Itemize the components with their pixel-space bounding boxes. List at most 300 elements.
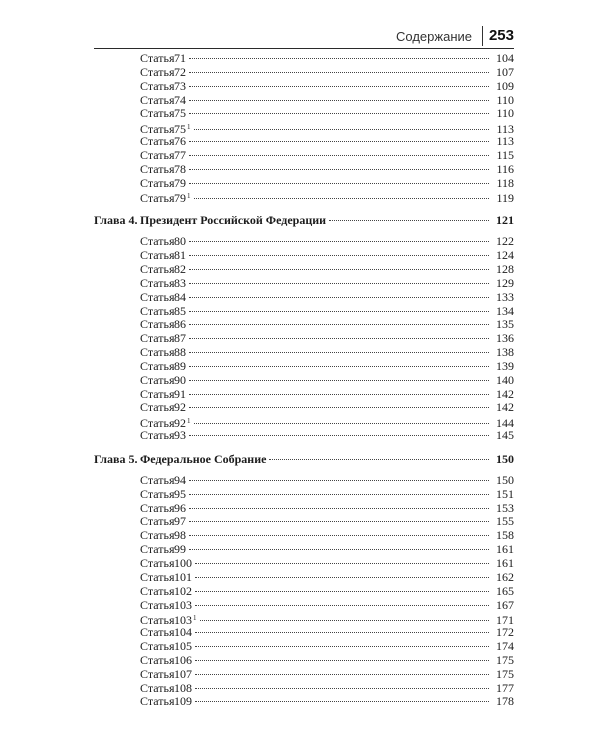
article-word: Статья xyxy=(140,542,175,557)
article-number-value: 82 xyxy=(174,261,186,276)
article-entry xyxy=(94,121,514,135)
article-page: 113 xyxy=(496,134,514,149)
article-page: 178 xyxy=(496,694,514,709)
article-label xyxy=(140,318,186,332)
article-entry xyxy=(94,640,514,654)
dot-leader xyxy=(189,407,489,408)
dot-leader xyxy=(189,494,489,495)
article-entry xyxy=(94,695,514,709)
article-entry xyxy=(94,654,514,668)
article-page: 142 xyxy=(496,400,514,415)
article-page: 144 xyxy=(496,416,514,431)
article-number xyxy=(174,52,186,66)
article-page: 129 xyxy=(496,275,514,290)
article-entry xyxy=(94,374,514,388)
article-page: 175 xyxy=(496,652,514,667)
dot-leader xyxy=(189,352,489,353)
article-word: Статья xyxy=(140,528,175,543)
article-page: 142 xyxy=(496,386,514,401)
article-word: Статья xyxy=(140,289,175,304)
article-label xyxy=(140,515,186,529)
article-number xyxy=(174,488,186,502)
article-word: Статья xyxy=(140,416,175,431)
dot-leader xyxy=(189,324,489,325)
article-label xyxy=(140,177,186,191)
article-number xyxy=(174,668,192,682)
article-entry xyxy=(94,149,514,163)
article-number xyxy=(174,305,186,319)
article-number xyxy=(174,346,186,360)
article-word: Статья xyxy=(140,275,175,290)
dot-leader xyxy=(189,241,489,242)
article-entry xyxy=(94,94,514,108)
dot-leader xyxy=(195,688,489,689)
article-number xyxy=(174,654,192,668)
article-word: Статья xyxy=(140,694,175,709)
article-number-value: 75 xyxy=(174,122,186,137)
dot-leader xyxy=(189,521,489,522)
article-number-value: 109 xyxy=(174,694,192,709)
table-of-contents xyxy=(94,52,514,709)
article-number-superscript: 1 xyxy=(187,192,191,201)
article-entry xyxy=(94,52,514,66)
article-page: 115 xyxy=(496,147,514,162)
article-word: Статья xyxy=(140,666,175,681)
article-word: Статья xyxy=(140,331,175,346)
chapter-number: Глава 5. xyxy=(94,451,138,466)
chapter-page: 150 xyxy=(496,451,514,466)
article-page: 175 xyxy=(496,666,514,681)
dot-leader xyxy=(195,674,489,675)
dot-leader xyxy=(189,338,489,339)
article-label xyxy=(140,66,186,80)
article-number-value: 86 xyxy=(174,317,186,332)
article-page: 177 xyxy=(496,680,514,695)
article-number xyxy=(174,599,192,613)
article-number xyxy=(174,529,186,543)
article-label xyxy=(140,668,192,682)
article-label xyxy=(140,291,186,305)
dot-leader xyxy=(195,632,489,633)
article-entry xyxy=(94,177,514,191)
article-number xyxy=(174,543,186,557)
article-word: Статья xyxy=(140,317,175,332)
article-number xyxy=(174,263,186,277)
article-entry xyxy=(94,263,514,277)
article-number xyxy=(174,177,186,191)
dot-leader xyxy=(200,620,490,621)
article-number xyxy=(174,66,186,80)
chapter-page: 121 xyxy=(496,213,514,228)
article-word: Статья xyxy=(140,191,175,206)
dot-leader xyxy=(195,605,489,606)
article-label xyxy=(140,488,186,502)
article-word: Статья xyxy=(140,386,175,401)
article-number xyxy=(174,277,186,291)
dot-leader xyxy=(189,435,489,436)
article-number xyxy=(174,695,192,709)
running-head-title: Содержание xyxy=(396,29,472,44)
dot-leader xyxy=(189,297,489,298)
article-word: Статья xyxy=(140,486,175,501)
article-number xyxy=(174,557,192,571)
article-number-value: 73 xyxy=(174,78,186,93)
article-page: 116 xyxy=(496,161,514,176)
article-number-value: 88 xyxy=(174,345,186,360)
article-page: 128 xyxy=(496,261,514,276)
article-page: 118 xyxy=(496,175,514,190)
article-label xyxy=(140,599,192,613)
article-label xyxy=(140,305,186,319)
article-number xyxy=(174,318,186,332)
article-word: Статья xyxy=(140,261,175,276)
dot-leader xyxy=(189,380,489,381)
article-label xyxy=(140,263,186,277)
article-word: Статья xyxy=(140,122,175,137)
article-page: 171 xyxy=(496,613,514,628)
article-page: 172 xyxy=(496,625,514,640)
article-page: 155 xyxy=(496,514,514,529)
article-entry xyxy=(94,626,514,640)
article-label xyxy=(140,640,192,654)
article-label xyxy=(140,80,186,94)
article-label xyxy=(140,360,186,374)
article-number-superscript: 1 xyxy=(187,417,191,426)
article-page: 140 xyxy=(496,372,514,387)
article-page: 122 xyxy=(496,234,514,249)
article-entry xyxy=(94,488,514,502)
article-entry xyxy=(94,682,514,696)
article-entry xyxy=(94,80,514,94)
article-word: Статья xyxy=(140,472,175,487)
article-word: Статья xyxy=(140,161,175,176)
dot-leader xyxy=(189,113,489,114)
article-number-value: 105 xyxy=(174,639,192,654)
article-number-value: 81 xyxy=(174,248,186,263)
chapter-number: Глава 4. xyxy=(94,213,138,228)
article-entry xyxy=(94,401,514,415)
article-page: 134 xyxy=(496,303,514,318)
article-label xyxy=(140,346,186,360)
article-word: Статья xyxy=(140,92,175,107)
article-number xyxy=(174,682,192,696)
article-word: Статья xyxy=(140,248,175,263)
article-entry xyxy=(94,543,514,557)
article-page: 158 xyxy=(496,528,514,543)
dot-leader xyxy=(194,423,490,424)
article-number-value: 104 xyxy=(174,625,192,640)
article-page: 162 xyxy=(496,569,514,584)
article-page: 161 xyxy=(496,542,514,557)
article-entry xyxy=(94,332,514,346)
article-number-value: 102 xyxy=(174,583,192,598)
article-entry xyxy=(94,515,514,529)
article-number xyxy=(174,515,186,529)
page-number: 253 xyxy=(488,27,514,44)
dot-leader xyxy=(195,591,489,592)
article-number xyxy=(174,571,192,585)
article-entry xyxy=(94,429,514,443)
article-page: 174 xyxy=(496,639,514,654)
article-number xyxy=(174,107,186,121)
article-page: 135 xyxy=(496,317,514,332)
article-number xyxy=(174,291,186,305)
article-word: Статья xyxy=(140,428,175,443)
article-number-superscript: 1 xyxy=(187,123,191,132)
article-number xyxy=(174,374,186,388)
dot-leader xyxy=(189,311,489,312)
article-label xyxy=(140,543,186,557)
chapter-entry xyxy=(94,451,514,468)
dot-leader xyxy=(189,183,489,184)
article-word: Статья xyxy=(140,345,175,360)
dot-leader xyxy=(189,100,489,101)
dot-leader xyxy=(195,577,489,578)
article-number-value: 80 xyxy=(174,234,186,249)
article-page: 104 xyxy=(496,51,514,65)
chapter-entry xyxy=(94,212,514,229)
article-number-value: 92 xyxy=(174,400,186,415)
article-entry xyxy=(94,529,514,543)
dot-leader xyxy=(189,480,489,481)
article-entry xyxy=(94,291,514,305)
page-header xyxy=(94,26,514,49)
article-entry xyxy=(94,415,514,429)
article-number-value: 89 xyxy=(174,358,186,373)
article-number-value: 90 xyxy=(174,372,186,387)
article-word: Статья xyxy=(140,569,175,584)
article-label xyxy=(140,502,186,516)
article-label xyxy=(140,695,192,709)
article-entry xyxy=(94,474,514,488)
article-number-value: 79 xyxy=(174,175,186,190)
article-label xyxy=(140,474,186,488)
article-label xyxy=(140,626,192,640)
chapter-label xyxy=(94,212,326,229)
article-number-value: 91 xyxy=(174,386,186,401)
article-word: Статья xyxy=(140,680,175,695)
article-word: Статья xyxy=(140,358,175,373)
article-label xyxy=(140,163,186,177)
article-number-value: 99 xyxy=(174,542,186,557)
dot-leader xyxy=(189,255,489,256)
article-entry xyxy=(94,668,514,682)
article-page: 107 xyxy=(496,64,514,79)
article-label xyxy=(140,682,192,696)
article-label xyxy=(140,332,186,346)
article-page: 161 xyxy=(496,556,514,570)
article-entry xyxy=(94,277,514,291)
dot-leader xyxy=(189,283,489,284)
article-number xyxy=(174,149,186,163)
dot-leader xyxy=(189,169,489,170)
dot-leader xyxy=(189,394,489,395)
article-number-value: 78 xyxy=(174,161,186,176)
article-label xyxy=(140,585,192,599)
article-number-value: 106 xyxy=(174,652,192,667)
chapter-title: Президент Российской Федерации xyxy=(140,213,327,228)
article-word: Статья xyxy=(140,514,175,529)
article-label xyxy=(140,654,192,668)
article-entry xyxy=(94,360,514,374)
article-number-value: 92 xyxy=(174,416,186,431)
article-page: 165 xyxy=(496,583,514,598)
article-number xyxy=(174,474,186,488)
article-entry xyxy=(94,346,514,360)
article-number xyxy=(174,235,186,249)
article-label xyxy=(140,249,186,263)
chapter-title: Федеральное Собрание xyxy=(140,451,267,466)
article-word: Статья xyxy=(140,234,175,249)
article-label xyxy=(140,190,191,206)
article-number-value: 74 xyxy=(174,92,186,107)
article-entry xyxy=(94,305,514,319)
article-page: 138 xyxy=(496,345,514,360)
article-number-value: 95 xyxy=(174,486,186,501)
article-word: Статья xyxy=(140,64,175,79)
article-entry xyxy=(94,107,514,121)
article-word: Статья xyxy=(140,147,175,162)
dot-leader xyxy=(269,459,489,460)
article-number-value: 100 xyxy=(174,556,192,570)
article-number xyxy=(174,401,186,415)
article-number-value: 103 xyxy=(174,597,192,612)
article-number-value: 94 xyxy=(174,472,186,487)
article-number-value: 76 xyxy=(174,134,186,149)
dot-leader xyxy=(189,508,489,509)
article-number xyxy=(174,388,186,402)
article-number-value: 96 xyxy=(174,500,186,515)
article-word: Статья xyxy=(140,106,175,121)
article-label xyxy=(140,107,186,121)
dot-leader xyxy=(189,72,489,73)
article-number-value: 85 xyxy=(174,303,186,318)
article-page: 139 xyxy=(496,358,514,373)
article-number xyxy=(174,332,186,346)
article-label xyxy=(140,235,186,249)
article-entry xyxy=(94,557,514,571)
dot-leader xyxy=(189,141,489,142)
article-word: Статья xyxy=(140,500,175,515)
article-number xyxy=(174,190,191,206)
article-label xyxy=(140,149,186,163)
article-page: 110 xyxy=(496,106,514,121)
article-entry xyxy=(94,318,514,332)
article-label xyxy=(140,388,186,402)
article-number-value: 101 xyxy=(174,569,192,584)
article-number-value: 83 xyxy=(174,275,186,290)
article-word: Статья xyxy=(140,652,175,667)
article-number xyxy=(174,163,186,177)
article-number-value: 72 xyxy=(174,64,186,79)
article-entry xyxy=(94,599,514,613)
article-label xyxy=(140,52,186,66)
dot-leader xyxy=(189,86,489,87)
dot-leader xyxy=(189,269,489,270)
article-label xyxy=(140,529,186,543)
article-page: 110 xyxy=(496,92,514,107)
article-page: 133 xyxy=(496,289,514,304)
article-label xyxy=(140,429,186,443)
article-word: Статья xyxy=(140,175,175,190)
article-word: Статья xyxy=(140,625,175,640)
article-label xyxy=(140,557,192,571)
article-word: Статья xyxy=(140,556,175,570)
dot-leader xyxy=(189,155,489,156)
article-label xyxy=(140,571,192,585)
dot-leader xyxy=(189,58,489,59)
article-word: Статья xyxy=(140,134,175,149)
article-page: 167 xyxy=(496,597,514,612)
article-label xyxy=(140,277,186,291)
header-separator xyxy=(482,26,483,46)
article-label xyxy=(140,94,186,108)
article-label xyxy=(140,374,186,388)
article-number-value: 75 xyxy=(174,106,186,121)
dot-leader xyxy=(195,701,489,702)
article-label xyxy=(140,135,186,149)
article-entry xyxy=(94,612,514,626)
article-number-value: 107 xyxy=(174,666,192,681)
article-number-value: 79 xyxy=(174,191,186,206)
article-entry xyxy=(94,388,514,402)
article-entry xyxy=(94,571,514,585)
article-number xyxy=(174,360,186,374)
article-number xyxy=(174,94,186,108)
article-entry xyxy=(94,502,514,516)
article-number xyxy=(174,429,186,443)
article-number-value: 108 xyxy=(174,680,192,695)
article-word: Статья xyxy=(140,51,175,65)
article-number-value: 103 xyxy=(174,613,192,628)
article-entry xyxy=(94,235,514,249)
article-entry xyxy=(94,249,514,263)
dot-leader xyxy=(189,549,489,550)
article-number-superscript: 1 xyxy=(193,614,197,623)
article-word: Статья xyxy=(140,372,175,387)
article-entry xyxy=(94,66,514,80)
article-number-value: 84 xyxy=(174,289,186,304)
article-number-value: 71 xyxy=(174,51,186,65)
article-page: 150 xyxy=(496,472,514,487)
dot-leader xyxy=(194,198,490,199)
article-page: 145 xyxy=(496,428,514,443)
article-number xyxy=(174,80,186,94)
article-word: Статья xyxy=(140,400,175,415)
article-page: 136 xyxy=(496,331,514,346)
article-number xyxy=(174,585,192,599)
article-number xyxy=(174,502,186,516)
article-number-value: 98 xyxy=(174,528,186,543)
article-label xyxy=(140,401,186,415)
article-page: 153 xyxy=(496,500,514,515)
dot-leader xyxy=(195,563,489,564)
dot-leader xyxy=(195,660,489,661)
article-page: 109 xyxy=(496,78,514,93)
dot-leader xyxy=(329,220,489,221)
article-page: 113 xyxy=(496,122,514,137)
article-number-value: 87 xyxy=(174,331,186,346)
article-word: Статья xyxy=(140,303,175,318)
chapter-label xyxy=(94,451,266,468)
article-entry xyxy=(94,135,514,149)
article-number xyxy=(174,640,192,654)
article-word: Статья xyxy=(140,597,175,612)
article-number-value: 97 xyxy=(174,514,186,529)
article-word: Статья xyxy=(140,78,175,93)
article-page: 119 xyxy=(496,191,514,206)
article-number-value: 77 xyxy=(174,147,186,162)
